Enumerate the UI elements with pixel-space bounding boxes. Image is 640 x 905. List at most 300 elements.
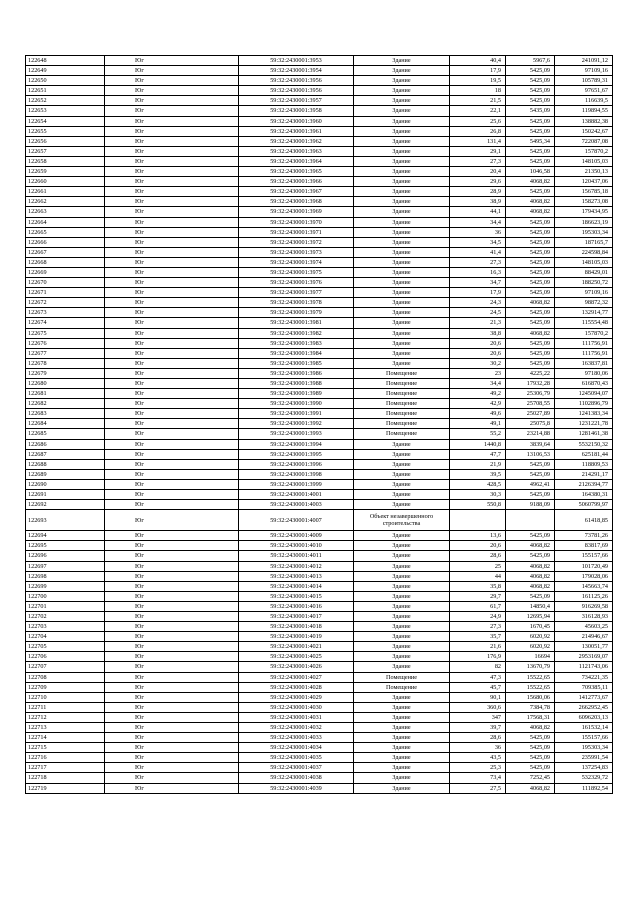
cadastral-value-cell: 111892,54 xyxy=(555,783,613,793)
unit-value-cell: 25027,89 xyxy=(506,409,555,419)
cadastral-number-cell: 59:32:2430001:3969 xyxy=(239,207,354,217)
district-cell: Юг xyxy=(105,187,239,197)
district-cell: Юг xyxy=(105,490,239,500)
district-cell: Юг xyxy=(105,601,239,611)
table-row xyxy=(26,763,613,773)
cadastral-number-cell: 59:32:2430001:3988 xyxy=(239,379,354,389)
cadastral-number-cell: 59:32:2430001:4034 xyxy=(239,743,354,753)
row-number-cell: 122700 xyxy=(26,591,105,601)
cadastral-value-cell: 1281461,38 xyxy=(555,429,613,439)
unit-value-cell: 5425,09 xyxy=(506,76,555,86)
table-row xyxy=(26,712,613,722)
area-cell: 44 xyxy=(450,571,506,581)
unit-value-cell: 5425,09 xyxy=(506,763,555,773)
cadastral-number-cell: 59:32:2430001:3966 xyxy=(239,177,354,187)
district-cell: Юг xyxy=(105,227,239,237)
area-cell: 47,3 xyxy=(450,672,506,682)
area-cell: 41,4 xyxy=(450,247,506,257)
object-type-cell: Здание xyxy=(354,773,450,783)
unit-value-cell: 5495,34 xyxy=(506,136,555,146)
cadastral-number-cell: 59:32:2430001:3972 xyxy=(239,237,354,247)
table-row xyxy=(26,733,613,743)
cadastral-number-cell: 59:32:2430001:3981 xyxy=(239,318,354,328)
district-cell: Юг xyxy=(105,622,239,632)
unit-value-cell: 12695,94 xyxy=(506,611,555,621)
cadastral-value-cell: 130051,77 xyxy=(555,642,613,652)
table-row xyxy=(26,298,613,308)
cadastral-number-cell: 59:32:2430001:3961 xyxy=(239,126,354,136)
cadastral-value-cell: 145663,74 xyxy=(555,581,613,591)
row-number-cell: 122695 xyxy=(26,541,105,551)
object-type-cell: Здание xyxy=(354,126,450,136)
cadastral-value-cell: 179028,06 xyxy=(555,571,613,581)
district-cell: Юг xyxy=(105,288,239,298)
cadastral-number-cell: 59:32:2430001:3998 xyxy=(239,469,354,479)
table-row xyxy=(26,207,613,217)
object-type-cell: Здание xyxy=(354,217,450,227)
unit-value-cell: 5425,09 xyxy=(506,237,555,247)
row-number-cell: 122649 xyxy=(26,66,105,76)
cadastral-number-cell: 59:32:2430001:4038 xyxy=(239,773,354,783)
table-row xyxy=(26,136,613,146)
object-type-cell: Здание xyxy=(354,146,450,156)
district-cell: Юг xyxy=(105,773,239,783)
cadastral-value-cell: 179434,95 xyxy=(555,207,613,217)
area-cell: 47,7 xyxy=(450,449,506,459)
table-row xyxy=(26,429,613,439)
area-cell: 1440,8 xyxy=(450,439,506,449)
object-type-cell: Здание xyxy=(354,449,450,459)
table-row xyxy=(26,622,613,632)
unit-value-cell: 4068,82 xyxy=(506,581,555,591)
district-cell: Юг xyxy=(105,753,239,763)
cadastral-value-cell: 155157,66 xyxy=(555,733,613,743)
row-number-cell: 122676 xyxy=(26,338,105,348)
area-cell: 90,1 xyxy=(450,692,506,702)
row-number-cell: 122703 xyxy=(26,622,105,632)
cadastral-number-cell: 59:32:2430001:3967 xyxy=(239,187,354,197)
area-cell: 40,4 xyxy=(450,56,506,66)
unit-value-cell: 5425,09 xyxy=(506,308,555,318)
cadastral-number-cell: 59:32:2430001:3985 xyxy=(239,358,354,368)
table-row xyxy=(26,278,613,288)
cadastral-value-cell: 625181,44 xyxy=(555,449,613,459)
cadastral-number-cell: 59:32:2430001:3982 xyxy=(239,328,354,338)
cadastral-number-cell: 59:32:2430001:4018 xyxy=(239,622,354,632)
row-number-cell: 122675 xyxy=(26,328,105,338)
cadastral-value-cell: 1121743,06 xyxy=(555,662,613,672)
district-cell: Юг xyxy=(105,611,239,621)
district-cell: Юг xyxy=(105,66,239,76)
table-row xyxy=(26,591,613,601)
object-type-cell: Здание xyxy=(354,237,450,247)
table-row xyxy=(26,531,613,541)
object-type-cell: Здание xyxy=(354,308,450,318)
row-number-cell: 122683 xyxy=(26,409,105,419)
cadastral-number-cell: 59:32:2430001:3953 xyxy=(239,56,354,66)
cadastral-number-cell: 59:32:2430001:3978 xyxy=(239,298,354,308)
row-number-cell: 122665 xyxy=(26,227,105,237)
district-cell: Юг xyxy=(105,167,239,177)
object-type-cell: Здание xyxy=(354,611,450,621)
district-cell: Юг xyxy=(105,479,239,489)
district-cell: Юг xyxy=(105,723,239,733)
unit-value-cell: 4068,82 xyxy=(506,298,555,308)
cadastral-number-cell: 59:32:2430001:4028 xyxy=(239,682,354,692)
table-row xyxy=(26,227,613,237)
district-cell: Юг xyxy=(105,116,239,126)
row-number-cell: 122691 xyxy=(26,490,105,500)
row-number-cell: 122662 xyxy=(26,197,105,207)
cadastral-number-cell: 59:32:2430001:3983 xyxy=(239,338,354,348)
table-row xyxy=(26,490,613,500)
row-number-cell: 122701 xyxy=(26,601,105,611)
cadastral-value-cell: 105789,31 xyxy=(555,76,613,86)
cadastral-number-cell: 59:32:2430001:4015 xyxy=(239,591,354,601)
row-number-cell: 122702 xyxy=(26,611,105,621)
area-cell: 39,5 xyxy=(450,469,506,479)
object-type-cell: Здание xyxy=(354,86,450,96)
district-cell: Юг xyxy=(105,500,239,510)
area-cell: 36 xyxy=(450,227,506,237)
area-cell: 21,9 xyxy=(450,459,506,469)
cadastral-value-cell: 916269,58 xyxy=(555,601,613,611)
district-cell: Юг xyxy=(105,146,239,156)
object-type-cell: Помещение xyxy=(354,429,450,439)
row-number-cell: 122687 xyxy=(26,449,105,459)
unit-value-cell: 1670,45 xyxy=(506,622,555,632)
cadastral-value-cell: 532329,72 xyxy=(555,773,613,783)
cadastral-value-cell: 138882,38 xyxy=(555,116,613,126)
object-type-cell: Здание xyxy=(354,469,450,479)
district-cell: Юг xyxy=(105,308,239,318)
object-type-cell: Здание xyxy=(354,439,450,449)
cadastral-value-cell: 5060799,97 xyxy=(555,500,613,510)
cadastral-value-cell: 224598,84 xyxy=(555,247,613,257)
table-row xyxy=(26,247,613,257)
district-cell: Юг xyxy=(105,459,239,469)
row-number-cell: 122690 xyxy=(26,479,105,489)
cadastral-number-cell: 59:32:2430001:4011 xyxy=(239,551,354,561)
table-row xyxy=(26,611,613,621)
unit-value-cell: 5425,09 xyxy=(506,531,555,541)
row-number-cell: 122677 xyxy=(26,348,105,358)
object-type-cell: Здание xyxy=(354,662,450,672)
cadastral-number-cell: 59:32:2430001:3965 xyxy=(239,167,354,177)
table-row xyxy=(26,197,613,207)
area-cell: 34,7 xyxy=(450,278,506,288)
table-row xyxy=(26,561,613,571)
cadastral-value-cell: 97109,16 xyxy=(555,66,613,76)
district-cell: Юг xyxy=(105,429,239,439)
table-row xyxy=(26,379,613,389)
area-cell: 39,7 xyxy=(450,723,506,733)
area-cell: 61,7 xyxy=(450,601,506,611)
district-cell: Юг xyxy=(105,561,239,571)
unit-value-cell: 15680,06 xyxy=(506,692,555,702)
cadastral-number-cell: 59:32:2430001:4032 xyxy=(239,723,354,733)
unit-value-cell: 5425,09 xyxy=(506,459,555,469)
unit-value-cell xyxy=(506,510,555,531)
cadastral-number-cell: 59:32:2430001:3963 xyxy=(239,146,354,156)
table-row xyxy=(26,773,613,783)
row-number-cell: 122671 xyxy=(26,288,105,298)
district-cell: Юг xyxy=(105,712,239,722)
unit-value-cell: 13670,79 xyxy=(506,662,555,672)
table-row xyxy=(26,399,613,409)
row-number-cell: 122669 xyxy=(26,267,105,277)
area-cell: 360,6 xyxy=(450,702,506,712)
area-cell: 17,9 xyxy=(450,66,506,76)
cadastral-value-cell: 195303,34 xyxy=(555,743,613,753)
area-cell: 44,1 xyxy=(450,207,506,217)
row-number-cell: 122708 xyxy=(26,672,105,682)
table-row xyxy=(26,217,613,227)
object-type-cell: Здание xyxy=(354,601,450,611)
table-row xyxy=(26,86,613,96)
unit-value-cell: 4962,41 xyxy=(506,479,555,489)
row-number-cell: 122716 xyxy=(26,753,105,763)
area-cell: 30,3 xyxy=(450,490,506,500)
cadastral-value-cell: 6096203,13 xyxy=(555,712,613,722)
cadastral-value-cell: 214946,67 xyxy=(555,632,613,642)
unit-value-cell: 23214,88 xyxy=(506,429,555,439)
cadastral-value-cell: 157870,2 xyxy=(555,146,613,156)
cadastral-value-cell: 148105,03 xyxy=(555,257,613,267)
row-number-cell: 122709 xyxy=(26,682,105,692)
object-type-cell: Здание xyxy=(354,652,450,662)
cadastral-number-cell: 59:32:2430001:4001 xyxy=(239,490,354,500)
row-number-cell: 122698 xyxy=(26,571,105,581)
table-row xyxy=(26,723,613,733)
area-cell: 25 xyxy=(450,561,506,571)
cadastral-number-cell: 59:32:2430001:3968 xyxy=(239,197,354,207)
area-cell: 21,3 xyxy=(450,318,506,328)
cadastral-value-cell: 214291,17 xyxy=(555,469,613,479)
unit-value-cell: 4068,82 xyxy=(506,571,555,581)
unit-value-cell: 25075,8 xyxy=(506,419,555,429)
district-cell: Юг xyxy=(105,531,239,541)
district-cell: Юг xyxy=(105,439,239,449)
area-cell: 49,6 xyxy=(450,409,506,419)
unit-value-cell: 5425,09 xyxy=(506,753,555,763)
cadastral-value-cell: 45603,25 xyxy=(555,622,613,632)
area-cell: 82 xyxy=(450,662,506,672)
object-type-cell: Помещение xyxy=(354,399,450,409)
object-type-cell: Здание xyxy=(354,712,450,722)
cadastral-value-cell: 119894,55 xyxy=(555,106,613,116)
unit-value-cell: 5425,09 xyxy=(506,733,555,743)
unit-value-cell: 5425,09 xyxy=(506,116,555,126)
object-type-cell: Здание xyxy=(354,76,450,86)
table-row xyxy=(26,167,613,177)
row-number-cell: 122715 xyxy=(26,743,105,753)
table-row xyxy=(26,753,613,763)
area-cell: 34,4 xyxy=(450,379,506,389)
district-cell: Юг xyxy=(105,177,239,187)
unit-value-cell: 4068,82 xyxy=(506,783,555,793)
cadastral-value-cell: 118809,53 xyxy=(555,459,613,469)
area-cell: 24,3 xyxy=(450,298,506,308)
object-type-cell: Здание xyxy=(354,318,450,328)
cadastral-value-cell: 163837,81 xyxy=(555,358,613,368)
row-number-cell: 122680 xyxy=(26,379,105,389)
area-cell: 22,1 xyxy=(450,106,506,116)
district-cell: Юг xyxy=(105,197,239,207)
district-cell: Юг xyxy=(105,257,239,267)
district-cell: Юг xyxy=(105,632,239,642)
cadastral-number-cell: 59:32:2430001:3994 xyxy=(239,439,354,449)
row-number-cell: 122697 xyxy=(26,561,105,571)
cadastral-number-cell: 59:32:2430001:4035 xyxy=(239,753,354,763)
table-row xyxy=(26,632,613,642)
table-row xyxy=(26,368,613,378)
unit-value-cell: 5425,09 xyxy=(506,358,555,368)
row-number-cell: 122679 xyxy=(26,368,105,378)
unit-value-cell: 5425,09 xyxy=(506,247,555,257)
district-cell: Юг xyxy=(105,247,239,257)
object-type-cell: Помещение xyxy=(354,389,450,399)
cadastral-value-cell: 132914,77 xyxy=(555,308,613,318)
unit-value-cell: 5425,09 xyxy=(506,591,555,601)
object-type-cell: Здание xyxy=(354,632,450,642)
district-cell: Юг xyxy=(105,298,239,308)
unit-value-cell: 5425,09 xyxy=(506,288,555,298)
cadastral-value-cell: 115554,48 xyxy=(555,318,613,328)
table-row xyxy=(26,177,613,187)
table-row xyxy=(26,662,613,672)
district-cell: Юг xyxy=(105,682,239,692)
row-number-cell: 122664 xyxy=(26,217,105,227)
unit-value-cell: 13106,53 xyxy=(506,449,555,459)
district-cell: Юг xyxy=(105,358,239,368)
cadastral-value-cell: 156785,18 xyxy=(555,187,613,197)
unit-value-cell: 25708,55 xyxy=(506,399,555,409)
unit-value-cell: 15522,65 xyxy=(506,682,555,692)
unit-value-cell: 1046,58 xyxy=(506,167,555,177)
cadastral-value-cell: 2953169,07 xyxy=(555,652,613,662)
row-number-cell: 122710 xyxy=(26,692,105,702)
row-number-cell: 122713 xyxy=(26,723,105,733)
object-type-cell: Здание xyxy=(354,500,450,510)
area-cell: 20,6 xyxy=(450,338,506,348)
object-type-cell: Здание xyxy=(354,551,450,561)
cadastral-number-cell: 59:32:2430001:4010 xyxy=(239,541,354,551)
cadastral-number-cell: 59:32:2430001:4030 xyxy=(239,702,354,712)
cadastral-number-cell: 59:32:2430001:3973 xyxy=(239,247,354,257)
unit-value-cell: 5425,09 xyxy=(506,743,555,753)
row-number-cell: 122686 xyxy=(26,439,105,449)
object-type-cell: Здание xyxy=(354,96,450,106)
unit-value-cell: 4068,82 xyxy=(506,541,555,551)
object-type-cell: Здание xyxy=(354,642,450,652)
row-number-cell: 122693 xyxy=(26,510,105,531)
cadastral-value-cell: 158273,08 xyxy=(555,197,613,207)
cadastral-value-cell: 195303,34 xyxy=(555,227,613,237)
unit-value-cell: 7384,78 xyxy=(506,702,555,712)
unit-value-cell: 4068,82 xyxy=(506,207,555,217)
cadastral-value-cell: 116639,5 xyxy=(555,96,613,106)
cadastral-number-cell: 59:32:2430001:3989 xyxy=(239,389,354,399)
table-row xyxy=(26,146,613,156)
row-number-cell: 122694 xyxy=(26,531,105,541)
district-cell: Юг xyxy=(105,571,239,581)
district-cell: Юг xyxy=(105,379,239,389)
unit-value-cell: 5425,09 xyxy=(506,278,555,288)
district-cell: Юг xyxy=(105,368,239,378)
unit-value-cell: 5435,09 xyxy=(506,106,555,116)
row-number-cell: 122682 xyxy=(26,399,105,409)
object-type-cell: Здание xyxy=(354,136,450,146)
district-cell: Юг xyxy=(105,76,239,86)
unit-value-cell: 5425,09 xyxy=(506,66,555,76)
unit-value-cell: 5425,09 xyxy=(506,146,555,156)
unit-value-cell: 4068,82 xyxy=(506,723,555,733)
area-cell: 176,9 xyxy=(450,652,506,662)
district-cell: Юг xyxy=(105,348,239,358)
unit-value-cell: 5425,09 xyxy=(506,338,555,348)
district-cell: Юг xyxy=(105,551,239,561)
area-cell: 28,9 xyxy=(450,187,506,197)
row-number-cell: 122674 xyxy=(26,318,105,328)
row-number-cell: 122684 xyxy=(26,419,105,429)
cadastral-value-cell: 187165,7 xyxy=(555,237,613,247)
district-cell: Юг xyxy=(105,510,239,531)
cadastral-value-cell: 2126394,77 xyxy=(555,479,613,489)
unit-value-cell: 17568,31 xyxy=(506,712,555,722)
district-cell: Юг xyxy=(105,237,239,247)
area-cell: 26,8 xyxy=(450,126,506,136)
district-cell: Юг xyxy=(105,318,239,328)
cadastral-number-cell: 59:32:2430001:4016 xyxy=(239,601,354,611)
object-type-cell: Здание xyxy=(354,298,450,308)
district-cell: Юг xyxy=(105,743,239,753)
object-type-cell: Здание xyxy=(354,459,450,469)
area-cell: 428,5 xyxy=(450,479,506,489)
cadastral-number-cell: 59:32:2430001:3964 xyxy=(239,156,354,166)
area-cell: 29,1 xyxy=(450,146,506,156)
unit-value-cell: 5425,09 xyxy=(506,490,555,500)
unit-value-cell: 5425,09 xyxy=(506,469,555,479)
area-cell: 49,1 xyxy=(450,419,506,429)
district-cell: Юг xyxy=(105,469,239,479)
table-row xyxy=(26,56,613,66)
object-type-cell: Здание xyxy=(354,328,450,338)
area-cell: 13,6 xyxy=(450,531,506,541)
row-number-cell: 122712 xyxy=(26,712,105,722)
unit-value-cell: 7252,45 xyxy=(506,773,555,783)
row-number-cell: 122666 xyxy=(26,237,105,247)
cadastral-number-cell: 59:32:2430001:4017 xyxy=(239,611,354,621)
table-row xyxy=(26,500,613,510)
table-row xyxy=(26,551,613,561)
cadastral-number-cell: 59:32:2430001:4021 xyxy=(239,642,354,652)
unit-value-cell: 5425,09 xyxy=(506,156,555,166)
row-number-cell: 122661 xyxy=(26,187,105,197)
unit-value-cell: 5967,6 xyxy=(506,56,555,66)
area-cell: 36 xyxy=(450,743,506,753)
unit-value-cell: 16694 xyxy=(506,652,555,662)
table-body xyxy=(26,56,613,794)
district-cell: Юг xyxy=(105,783,239,793)
row-number-cell: 122678 xyxy=(26,358,105,368)
cadastral-number-cell: 59:32:2430001:3962 xyxy=(239,136,354,146)
district-cell: Юг xyxy=(105,581,239,591)
area-cell: 25,6 xyxy=(450,116,506,126)
object-type-cell: Здание xyxy=(354,167,450,177)
cadastral-number-cell: 59:32:2430001:3993 xyxy=(239,429,354,439)
cadastral-number-cell: 59:32:2430001:4009 xyxy=(239,531,354,541)
